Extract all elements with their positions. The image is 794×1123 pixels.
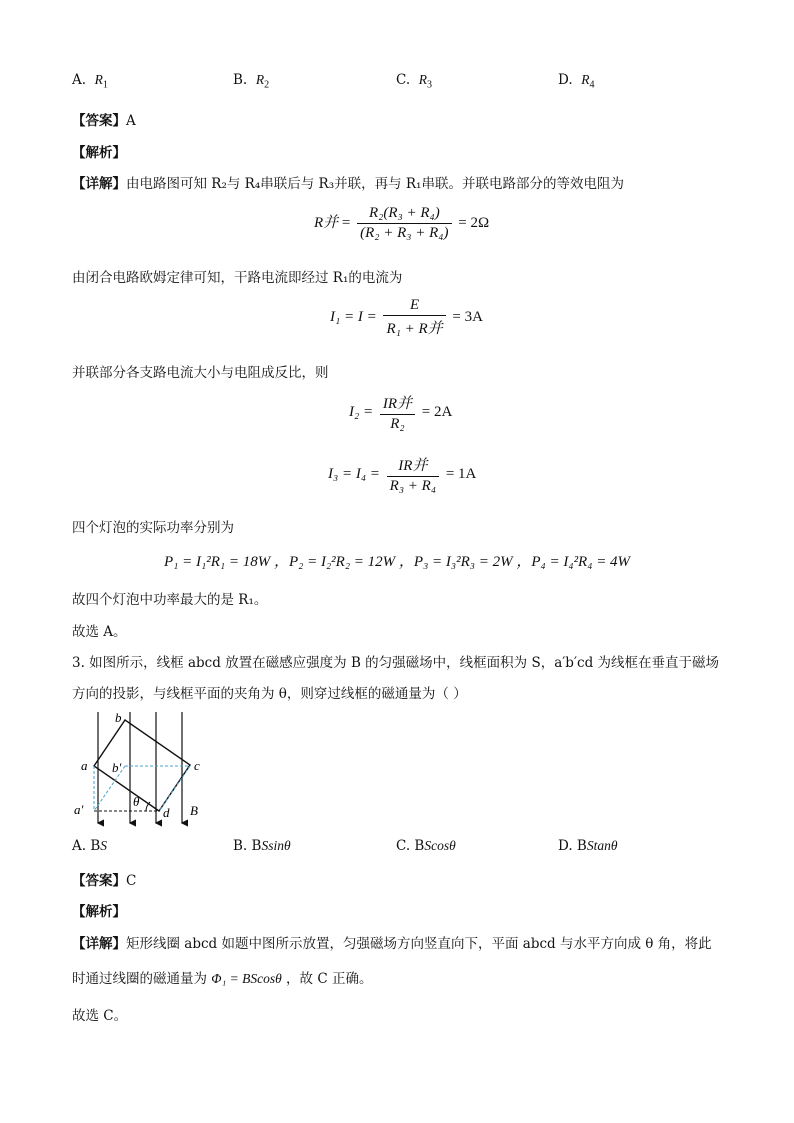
label-d: d — [163, 805, 170, 820]
label-c: c — [194, 758, 200, 773]
q2-option-d: D. $R_4$ — [558, 72, 595, 91]
eq-main-current: I₁ = I = $\frac{E}{\text{R₁ + R并}}$ = 3A — [330, 297, 483, 337]
q3-final: 故选 C。 — [72, 1008, 128, 1024]
q2-answer: 【答案】A — [72, 113, 136, 129]
q3-option-b: B. BSsinθ — [233, 838, 291, 854]
label-b-prime: b′ — [112, 760, 122, 775]
q2-option-c: C. $R_3$ — [396, 72, 432, 91]
q3-option-d: D. BStanθ — [558, 838, 618, 854]
q2-text-power: 四个灯泡的实际功率分别为 — [72, 520, 234, 536]
label-a: a — [81, 758, 88, 773]
magnetic-flux-figure — [70, 708, 210, 828]
q3-option-a: A. BS — [72, 838, 108, 854]
q2-option-b: B. $R_2$ — [233, 72, 270, 91]
q2-text-max: 故四个灯泡中功率最大的是 R₁。 — [72, 592, 268, 608]
q2-text-ohm: 由闭合电路欧姆定律可知，干路电流即经过 R₁的电流为 — [72, 270, 403, 286]
q3-answer: 【答案】C — [72, 873, 137, 889]
q2-detail: 【详解】由电路图可知 R₂与 R₄串联后与 R₃并联，再与 R₁串联。并联电路部分的等效电阻为 — [72, 176, 624, 192]
eq-i2: I₂ = $\frac{\text{IR并}}{\text{R₂}}$ = 2A — [349, 392, 452, 433]
q3-analysis-label: 【解析】 — [72, 904, 126, 920]
q2-text-inverse: 并联部分各支路电流大小与电阻成反比，则 — [72, 365, 329, 381]
eq-parallel-resistance: R并 = $\frac{\text{R₂(R₃ + R₄)}}{\text{(R₂ + R₃ + R₄)}}$ = 2Ω — [314, 205, 490, 241]
label-b: b — [115, 710, 122, 725]
label-field-B: B — [190, 803, 198, 818]
eq-i3-i4: I₃ = I₄ = $\frac{\text{IR并}}{\text{R₃ + R₄}}$ = 1A — [328, 454, 476, 495]
q2-analysis-label: 【解析】 — [72, 145, 126, 161]
q3-detail-line2: 时通过线圈的磁通量为 Φ₁ = BScosθ ，故 C 正确。 — [72, 971, 373, 987]
q2-final: 故选 A。 — [72, 624, 127, 640]
q3-option-c: C. BScosθ — [396, 838, 456, 854]
label-a-prime: a′ — [74, 802, 84, 817]
q3-detail-line1: 【详解】矩形线圈 abcd 如题中图所示放置，匀强磁场方向竖直向下，平面 abcd 与水平方向成 θ 角，将此 — [72, 936, 712, 952]
label-theta: θ — [133, 794, 140, 809]
q2-option-a: A. $R_1$ — [72, 72, 108, 91]
q3-stem-line1: 3. 如图所示，线框 abcd 放置在磁感应强度为 B 的匀强磁场中，线框面积为 S，a′b′cd 为线框在垂直于磁场 — [72, 655, 720, 671]
q3-stem-line2: 方向的投影，与线框平面的夹角为 θ，则穿过线框的磁通量为（ ） — [72, 686, 467, 702]
eq-powers: P₁ = I₁²R₁ = 18W ，P₂ = I₂²R₂ = 12W ，P₃ = I₃²R₃ = 2W ，P₄ = I₄²R₄ = 4W — [164, 554, 631, 570]
